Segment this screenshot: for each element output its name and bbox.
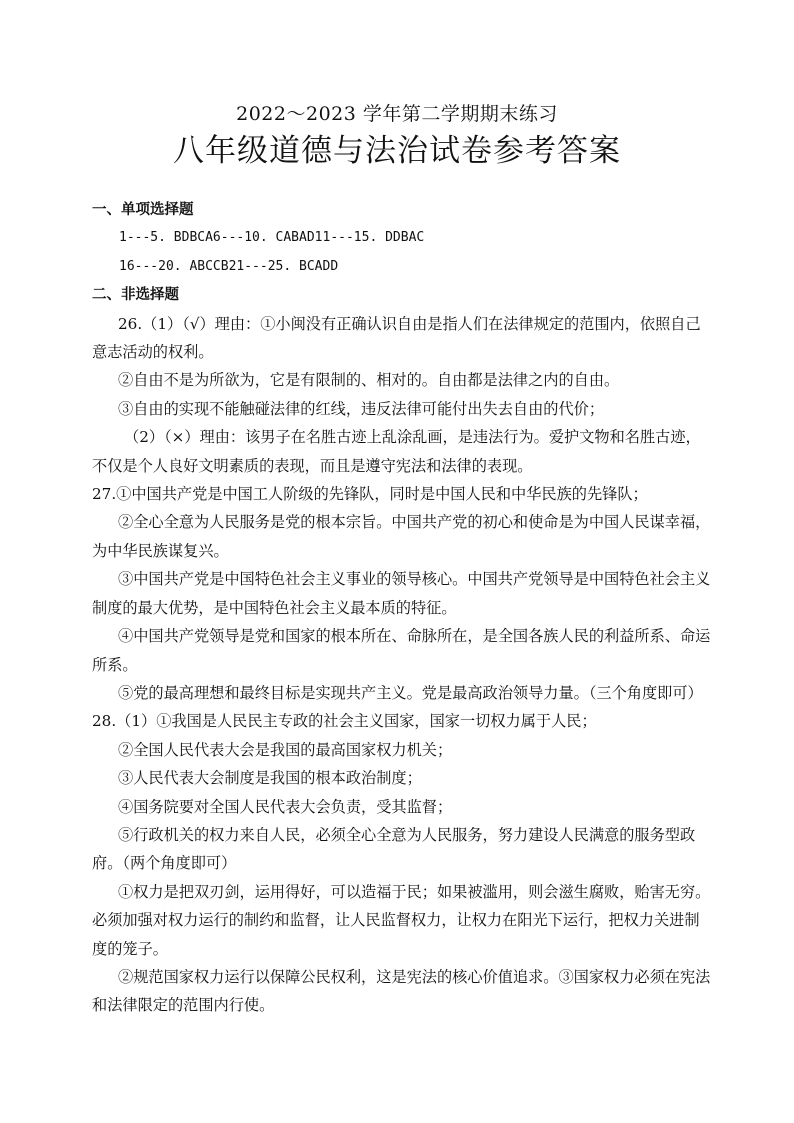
document-subtitle: 2022～2023 学年第二学期期末练习: [236, 103, 558, 125]
answer-paragraph: ⑤行政机关的权力来自人民，必须全心全意为人民服务，努力建设人民满意的服务型政府。（两个角度即可）: [92, 825, 696, 873]
answer-paragraph: ④国务院要对全国人民代表大会负责，受其监督；: [118, 797, 453, 816]
document-header: [0, 100, 794, 172]
answer-paragraph: 26.（1）（√）理由：①小闽没有正确认识自由是指人们在法律规定的范围内，依照自己意志活动的权利。: [92, 314, 701, 362]
answer-paragraph: ②规范国家权力运行以保障公民权利，这是宪法的核心价值追求。③国家权力必须在宪法和法律限定的范围内行使。: [92, 967, 711, 1015]
answer-paragraph: ②自由不是为所欲为，它是有限制的、相对的。自由都是法律之内的自由。: [118, 371, 620, 390]
document-title: 八年级道德与法治试卷参考答案: [173, 133, 621, 169]
section-heading-non-choice: 二、非选择题: [92, 287, 179, 304]
answer-paragraph: ⑤党的最高理想和最终目标是实现共产主义。党是最高政治领导力量。（三个角度即可）: [118, 683, 703, 702]
answer-paragraph: 27.①中国共产党是中国工人阶级的先锋队，同时是中国人民和中华民族的先锋队；: [92, 485, 648, 504]
answer-paragraph: ③自由的实现不能触碰法律的红线，违反法律可能付出失去自由的代价；: [118, 399, 604, 418]
answer-paragraphs: [92, 310, 712, 1020]
document-body: [92, 196, 712, 1020]
answer-paragraph: ③人民代表大会制度是我国的根本政治制度；: [118, 769, 422, 788]
answer-paragraph: ①权力是把双刃剑，运用得好，可以造福于民；如果被滥用，则会滋生腐败，贻害无穷。必须加强对权力运行的制约和监督，让人民监督权力，让权力在阳光下运行，把权力关进制度的笼子。: [92, 882, 711, 958]
answer-paragraph: （2）（×）理由：该男子在名胜古迹上乱涂乱画，是违法行为。爱护文物和名胜古迹，不仅是个人良好文明素质的表现，而且是遵守宪法和法律的表现。: [92, 428, 701, 475]
answer-line: 16---20. ABCCB21---25. BCADD: [119, 258, 339, 274]
section-heading-multiple-choice: 一、单项选择题: [92, 202, 194, 218]
answer-paragraph: 28.（1）①我国是人民民主专政的社会主义国家，国家一切权力属于人民；: [92, 712, 597, 731]
answer-paragraph: ②全心全意为人民服务是党的根本宗旨。中国共产党的初心和使命是为中国人民谋幸福，为中华民族谋复兴。: [92, 513, 711, 560]
answer-paragraph: ④中国共产党领导是党和国家的根本所在、命脉所在，是全国各族人民的利益所系、命运所系。: [92, 627, 711, 674]
answer-paragraph: ③中国共产党是中国特色社会主义事业的领导核心。中国共产党领导是中国特色社会主义制度的最大优势，是中国特色社会主义最本质的特征。: [92, 570, 711, 617]
answer-line: 1---5. BDBCA6---10. CABAD11---15. DDBAC: [119, 230, 425, 246]
answer-paragraph: ②全国人民代表大会是我国的最高国家权力机关；: [118, 740, 453, 759]
